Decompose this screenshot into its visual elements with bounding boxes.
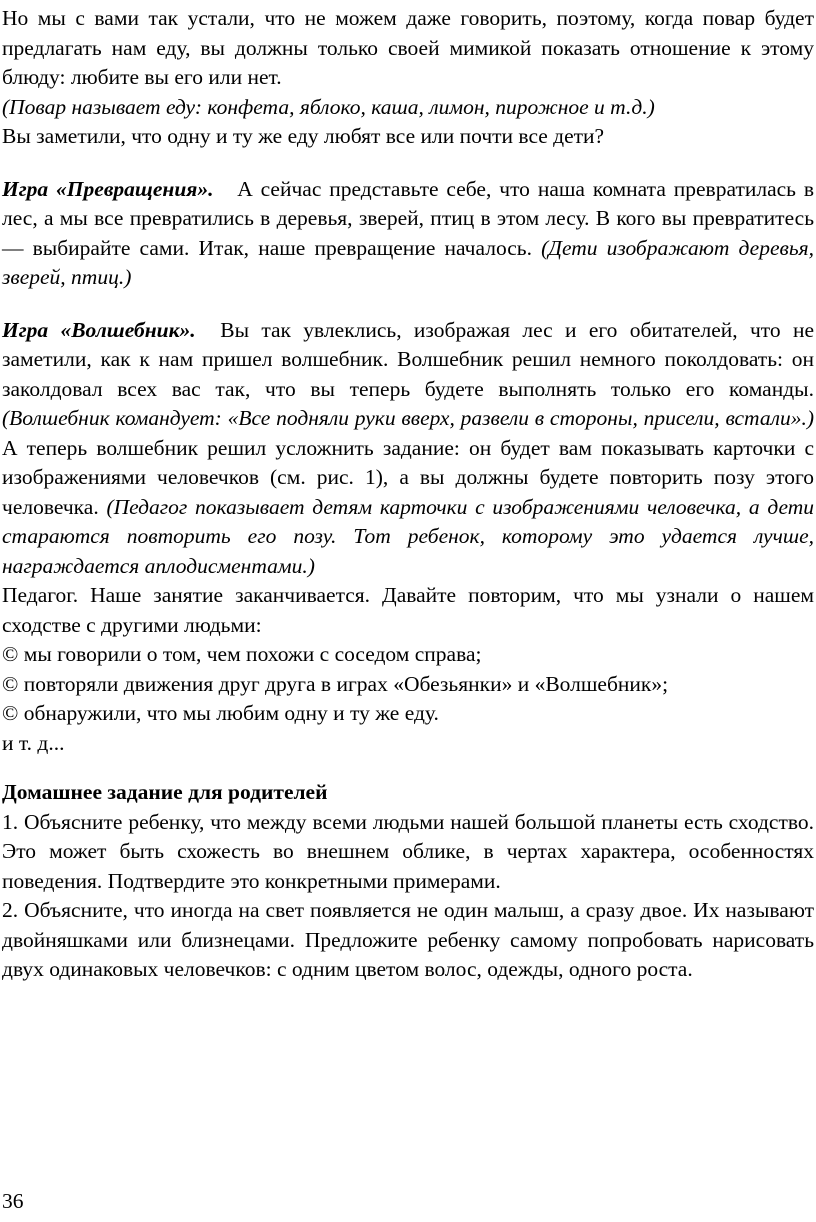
cook-instruction-text: (Повар называет еду: конфета, яблоко, каша, лимон, пирожное и т.д.) — [2, 94, 655, 119]
game-transformations-note: (Дети изображают деревья, зверей, птиц.) — [2, 235, 814, 289]
game-transformations-title: Игра «Превращения». — [2, 176, 214, 201]
summary-intro: Педагог. Наше занятие заканчивается. Давайте повторим, что мы узнали о нашем сходстве с другими людьми: — [2, 583, 814, 637]
page-number: 36 — [2, 1189, 24, 1213]
game-wizard-text-2: А теперь волшебник решил усложнить задание: он будет вам показывать карточки с изображениями человечков (см. рис. 1), а вы должны будете повторить позу этого человечка. — [2, 435, 814, 519]
game-wizard-note-2: (Педагог показывает детям карточки с изображениями человечка, а дети стараются повторить его позу. Тот ребенок, которому это удается лучше, награждается аплодисментами.) — [2, 494, 814, 578]
game-wizard-text-1: Вы так увлеклись, изображая лес и его обитателей, что не заметили, как к нам пришел волшебник. Волшебник решил немного поколдовать: он заколдовал всех вас так, что вы теперь будете выполнять только его команды. — [2, 317, 815, 401]
intro-paragraph: Но мы с вами так устали, что не можем даже говорить, поэтому, когда повар будет предлагать нам еду, вы должны только своей мимикой показать отношение к этому блюду: любите вы его или нет. — [2, 6, 814, 89]
cook-instruction — [2, 93, 814, 123]
summary-item-3: © обнаружили, что мы любим одну и ту же еду. — [2, 701, 439, 725]
summary-item-1: © мы говорили о том, чем похожи с соседом справа; — [2, 642, 482, 666]
game-wizard-paragraph — [2, 316, 814, 582]
homework-heading — [2, 778, 814, 808]
homework-title: Домашнее задание для родителей — [2, 780, 328, 804]
game-transformations-text: А сейчас представьте себе, что наша комната превратилась в лес, а мы все превратились в деревья, зверей, птиц в этом лесу. В кого вы превратитесь — выбирайте сами. Итак, наше превращение началось. — [2, 176, 815, 260]
game-transformations-paragraph — [2, 175, 814, 293]
game-wizard-note-1: (Волшебник командует: «Все подняли руки вверх, развели в стороны, присели, встали».) — [2, 406, 814, 430]
summary-etc: и т. д... — [2, 730, 65, 755]
homework-item-1: 1. Объясните ребенку, что между всеми людьми нашей большой планеты есть сходство. Это может быть схожесть во внешнем облике, в чертах характера, особенностях поведения. Подтвердите это конкретными примерами. — [2, 809, 814, 893]
summary-item-2: © повторяли движения друг друга в играх «Обезьянки» и «Волшебник»; — [2, 671, 669, 696]
document-page — [2, 4, 814, 985]
game-wizard-title: Игра «Волшебник». — [2, 317, 196, 342]
question-paragraph: Вы заметили, что одну и ту же еду любят все или почти все дети? — [2, 124, 605, 148]
homework-item-2: 2. Объясните, что иногда на свет появляется не один малыш, а сразу двое. Их называют двойняшками или близнецами. Предложите ребенку самому попробовать нарисовать двух одинаковых человечков: с одним цветом волос, одежды, одного роста. — [2, 898, 814, 981]
